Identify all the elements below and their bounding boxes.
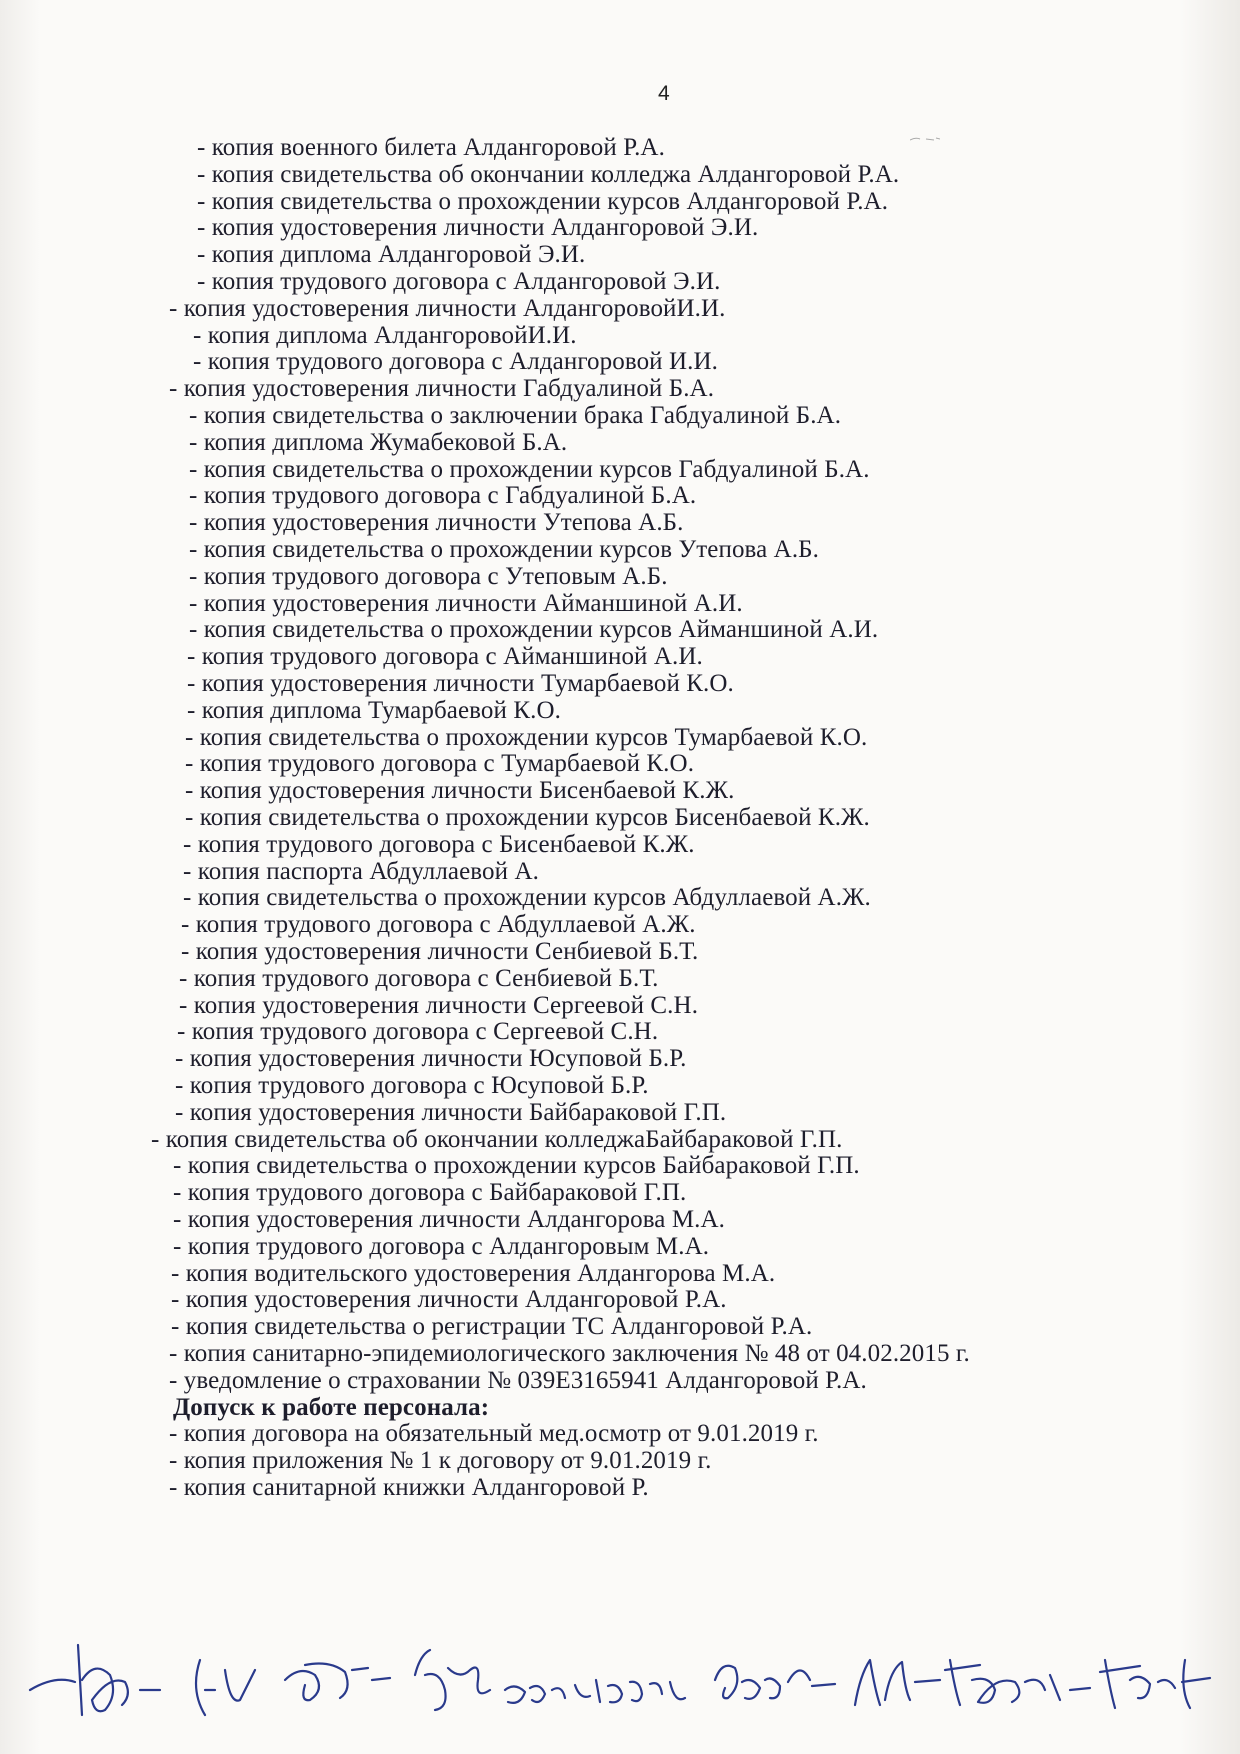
list-item: - копия удостоверения личности Алдангоровой Э.И. xyxy=(197,214,759,242)
list-item: - копия договора на обязательный мед.осмотр от 9.01.2019 г. xyxy=(169,1420,819,1448)
list-item: - копия водительского удостоверения Алдангорова М.А. xyxy=(171,1259,776,1287)
list-item: - копия удостоверения личности Габдуалиной Б.А. xyxy=(169,375,715,403)
list-item: - копия трудового договора с Бисенбаевой К.Ж. xyxy=(183,830,695,858)
list-item: - копия диплома Жумабековой Б.А. xyxy=(189,428,568,456)
list-item: - копия удостоверения личности Айманшиной А.И. xyxy=(189,589,743,617)
list-item: - копия свидетельства о прохождении курсов Айманшиной А.И. xyxy=(189,616,879,644)
list-item: - копия свидетельства о прохождении курсов Габдуалиной Б.А. xyxy=(189,455,870,483)
list-item: - уведомление о страховании № 039Е3165941 Алдангоровой Р.А. xyxy=(169,1366,867,1394)
list-item: - копия удостоверения личности АлдангоровойИ.И. xyxy=(169,294,726,322)
list-item: - копия диплома Алдангоровой Э.И. xyxy=(197,241,586,269)
list-item: - копия приложения № 1 к договору от 9.01.2019 г. xyxy=(169,1447,712,1475)
list-item: - копия свидетельства о прохождении курсов Алдангоровой Р.А. xyxy=(197,187,889,215)
list-item: - копия удостоверения личности Тумарбаевой К.О. xyxy=(187,670,734,697)
list-item: - копия свидетельства об окончании колледжа Алдангоровой Р.А. xyxy=(197,160,900,188)
list-item: - копия свидетельства о прохождении курсов Абдуллаевой А.Ж. xyxy=(183,884,871,912)
list-item: - копия удостоверения личности Бисенбаевой К.Ж. xyxy=(185,777,735,805)
list-item: - копия удостоверения личности Утепова А.Б. xyxy=(189,509,684,537)
list-item: - копия трудового договора с Алдангоровой Э.И. xyxy=(197,268,721,295)
list-item: - копия удостоверения личности Байбараковой Г.П. xyxy=(175,1098,727,1126)
list-item: - копия трудового договора с Алдангоровым М.А. xyxy=(173,1232,710,1260)
list-item: - копия трудового договора с Утеповым А.Б. xyxy=(189,562,668,590)
list-item: - копия удостоверения личности Сенбиевой Б.Т. xyxy=(181,938,699,965)
list-item: - копия санитарной книжки Алдангоровой Р. xyxy=(169,1474,649,1501)
list-item: - копия удостоверения личности Алдангоровой Р.А. xyxy=(171,1286,727,1314)
list-item: - копия трудового договора с Алдангоровой И.И. xyxy=(193,348,719,376)
list-item: - копия удостоверения личности Сергеевой С.Н. xyxy=(179,991,699,1019)
list-item: - копия свидетельства о прохождении курсов Бисенбаевой К.Ж. xyxy=(185,804,870,831)
list-item: - копия свидетельства о прохождении курсов Тумарбаевой К.О. xyxy=(185,723,868,751)
list-item: - копия свидетельства о заключении брака Габдуалиной Б.А. xyxy=(189,402,842,429)
list-item: - копия свидетельства о регистрации ТС Алдангоровой Р.А. xyxy=(171,1313,813,1341)
list-item: - копия диплома АлдангоровойИ.И. xyxy=(193,321,577,349)
list-item: - копия трудового договора с Абдуллаевой А.Ж. xyxy=(181,911,696,939)
signatures-row xyxy=(0,1620,1240,1754)
list-item: - копия трудового договора с Сергеевой С.Н. xyxy=(177,1018,659,1046)
handwritten-signatures xyxy=(0,1620,1240,1754)
list-item: - копия диплома Тумарбаевой К.О. xyxy=(187,696,561,724)
page-number: 4 xyxy=(658,82,670,105)
list-item: - копия трудового договора с Юсуповой Б.Р. xyxy=(175,1072,649,1099)
list-item: - копия трудового договора с Сенбиевой Б.Т. xyxy=(179,964,659,992)
list-item: - копия военного билета Алдангоровой Р.А. xyxy=(197,134,665,161)
list-item: - копия трудового договора с Габдуалиной Б.А. xyxy=(189,482,697,510)
list-item: - копия паспорта Абдуллаевой А. xyxy=(183,857,539,885)
list-item: - копия удостоверения личности Алдангорова М.А. xyxy=(173,1206,726,1233)
signature-text: Васильева xyxy=(505,1680,510,1681)
list-item: - копия свидетельства об окончании колледжаБайбараковой Г.П. xyxy=(151,1125,843,1153)
list-item: - копия санитарно-эпидемиологического заключения № 48 от 04.02.2015 г. xyxy=(169,1340,970,1367)
section-heading: Допуск к работе персонала: xyxy=(173,1393,490,1421)
list-item: - копия трудового договора с Айманшиной А.И. xyxy=(187,643,703,671)
list-item: - копия трудового договора с Байбараковой Г.П. xyxy=(173,1179,687,1207)
list-item: - копия удостоверения личности Юсуповой Б.Р. xyxy=(175,1045,687,1073)
list-item: - копия трудового договора с Тумарбаевой К.О. xyxy=(185,750,695,778)
list-item: - копия свидетельства о прохождении курсов Байбараковой Г.П. xyxy=(173,1152,860,1180)
scan-smudge xyxy=(910,136,940,142)
list-item: - копия свидетельства о прохождении курсов Утепова А.Б. xyxy=(189,536,819,563)
